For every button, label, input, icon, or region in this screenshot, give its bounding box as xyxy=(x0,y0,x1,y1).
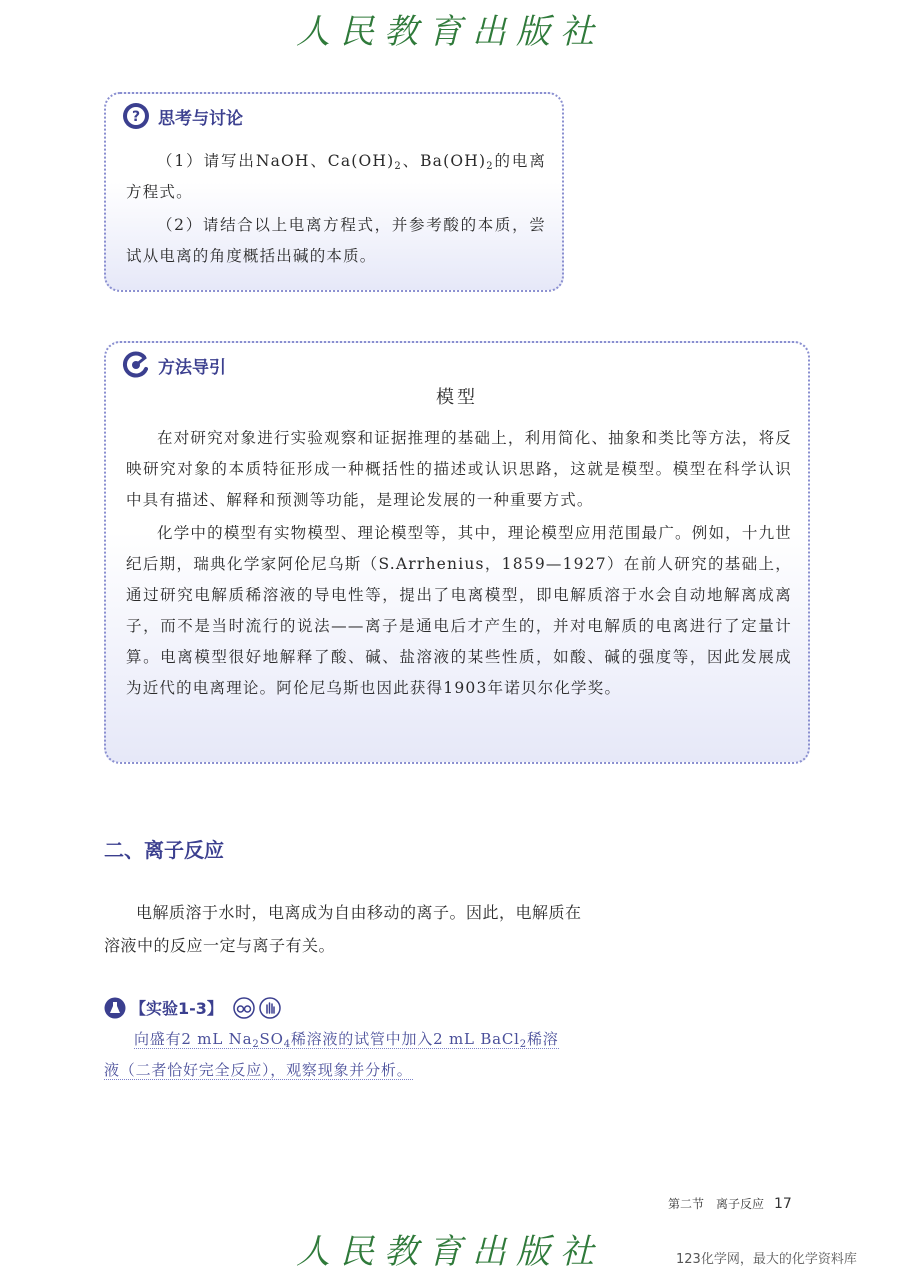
discussion-heading xyxy=(122,102,243,130)
method-guide-heading-text: 方法导引 xyxy=(158,357,226,378)
footer-section-label: 第二节 离子反应 17 xyxy=(668,1196,792,1212)
discussion-heading-text: 思考与讨论 xyxy=(158,108,243,129)
glove-icon xyxy=(259,997,281,1019)
goggles-icon xyxy=(233,997,255,1019)
flask-icon xyxy=(104,997,126,1019)
page-number: 17 xyxy=(774,1196,792,1212)
experiment-heading-text: 【实验1-3】 xyxy=(130,999,223,1018)
question-icon xyxy=(122,102,150,130)
question-1: （1）请写出NaOH、$Ca(OH)_2$、$Ba(OH)_2$的电离方程式。 xyxy=(126,152,547,201)
svg-text:?: ? xyxy=(131,109,141,125)
method-guide-heading xyxy=(122,351,226,379)
watermark: 123化学网，最大的化学资料库 xyxy=(676,1252,857,1267)
section-title: 二、离子反应 xyxy=(104,838,224,862)
model-paragraph-1: 在对研究对象进行实验观察和证据推理的基础上，利用简化、抽象和类比等方法，将反映研究对象的本质特征形成一种概括性的描述或认识思路，这就是模型。模型在科学认识中具有描述、解释和预测等功能，是理论发展的一种重要方式。 xyxy=(126,429,792,509)
publisher-logo-top: 人民教育出版社 xyxy=(296,12,604,52)
experiment-heading xyxy=(104,996,281,1019)
discussion-box xyxy=(104,92,564,292)
model-title: 模型 xyxy=(436,387,478,408)
method-guide-box xyxy=(104,341,810,764)
guide-icon xyxy=(122,351,150,379)
section-body: 电解质溶于水时，电离成为自由移动的离子。因此，电解质在溶液中的反应一定与离子有关。 xyxy=(104,903,582,955)
question-2: （2）请结合以上电离方程式，并参考酸的本质，尝试从电离的角度概括出碱的本质。 xyxy=(126,216,546,265)
model-paragraph-2: 化学中的模型有实物模型、理论模型等，其中，理论模型应用范围最广。例如，十九世纪后期，瑞典化学家阿伦尼乌斯（S.Arrhenius，1859—1927）在前人研究的基础上，通过研究电解质稀溶液的导电性等，提出了电离模型，即电解质溶于水会自动地解离成离子，而不是当时流行的说法——离子是通电后才产生的，并对电解质的电离进行了定量计算。电离模型很好地解释了酸、碱、盐溶液的某些性质，如酸、碱的强度等，因此发展成为近代的电离理论。阿伦尼乌斯也因此获得1903年诺贝尔化学奖。 xyxy=(126,524,792,697)
experiment-text: 向盛有2 mL $Na_2SO_4$稀溶液的试管中加入2 mL BaCl$_2$稀溶液（二者恰好完全反应），观察现象并分析。 xyxy=(104,1030,559,1079)
publisher-logo-bottom: 人民教育出版社 xyxy=(296,1232,604,1272)
